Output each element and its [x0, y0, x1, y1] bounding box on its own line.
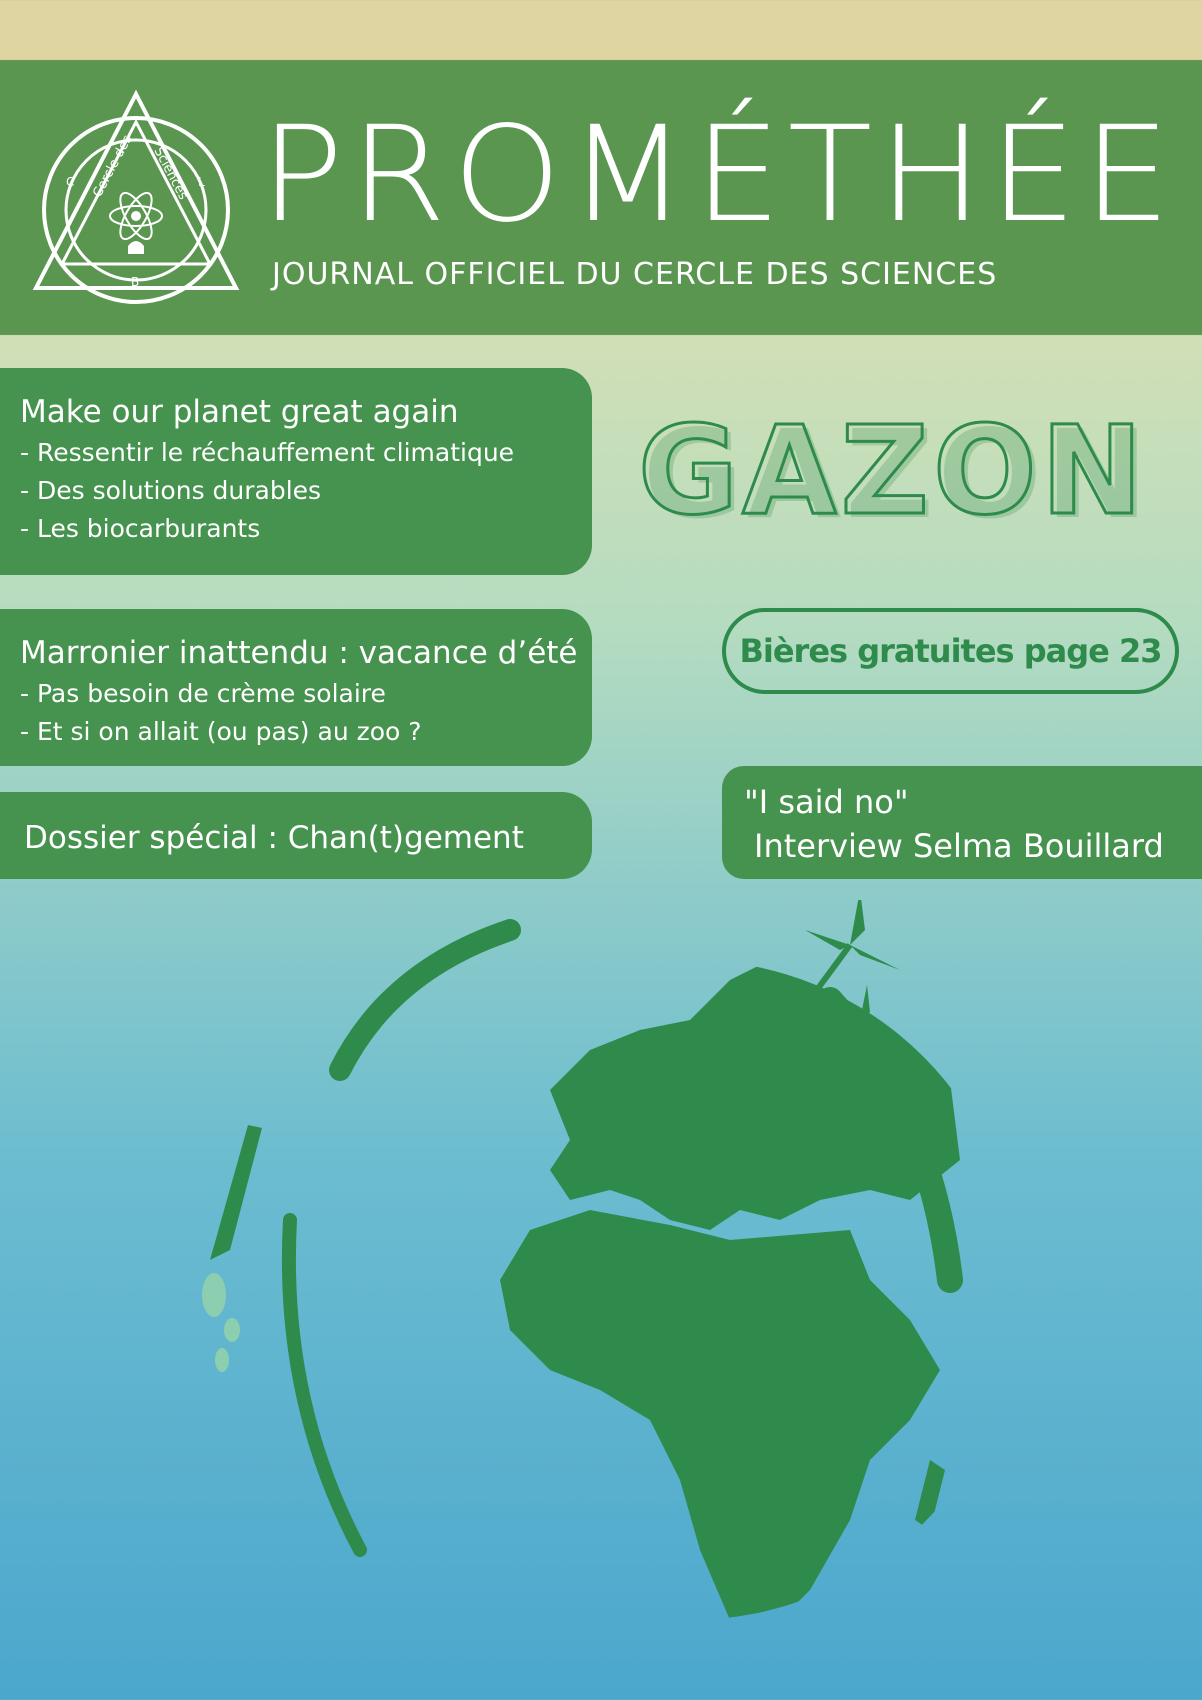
globe-strip-left	[210, 1125, 262, 1260]
teaser-title: Dossier spécial : Chan(t)gement	[24, 820, 524, 856]
continent-europe	[550, 960, 960, 1230]
gazon-headline: GAZON	[638, 400, 1147, 542]
globe-illustration	[170, 900, 1010, 1670]
teaser-title: Make our planet great again	[20, 394, 459, 430]
logo-ring-text-right: Sciences	[150, 144, 191, 203]
journal-subtitle: JOURNAL OFFICIEL DU CERCLE DES SCIENCES	[272, 257, 998, 292]
logo-letter-b: B	[131, 275, 140, 289]
list-item: - Des solutions durables	[20, 476, 322, 505]
cercle-des-sciences-logo	[30, 88, 242, 310]
globe-arc-left-lower	[289, 1220, 360, 1550]
list-item: - Les biocarburants	[20, 514, 261, 543]
logo-letter-l: L	[198, 175, 205, 189]
teaser-title: Marronier inattendu : vacance d’été	[20, 635, 578, 671]
teaser-vacances[interactable]	[0, 609, 592, 766]
teaser-planet[interactable]	[0, 368, 592, 575]
list-item: - Pas besoin de crème solaire	[20, 679, 386, 708]
list-item: - Ressentir le réchauffement climatique	[20, 438, 515, 467]
teaser-list	[20, 434, 592, 548]
masthead	[0, 60, 1202, 335]
interview-quote: "I said no"	[744, 783, 909, 821]
island-1	[202, 1273, 226, 1317]
teaser-dossier-special[interactable]	[0, 792, 592, 879]
interview-name: Interview Selma Bouillard	[754, 827, 1164, 865]
teaser-list	[20, 675, 592, 751]
list-item: - Et si on allait (ou pas) au zoo ?	[20, 717, 422, 746]
island-3	[215, 1348, 229, 1372]
continent-africa	[500, 1210, 940, 1630]
interview-box[interactable]	[722, 766, 1202, 879]
continent-madagascar	[915, 1460, 945, 1530]
logo-letter-c: C	[66, 175, 75, 189]
logo-ring-text-left: Cercle des	[90, 132, 136, 200]
island-2	[224, 1318, 240, 1342]
globe-arc-left	[340, 930, 510, 1070]
journal-title: PROMÉTHÉE	[260, 98, 1177, 252]
bieres-badge[interactable]: Bières gratuites page 23	[722, 608, 1179, 694]
continents	[500, 960, 960, 1630]
